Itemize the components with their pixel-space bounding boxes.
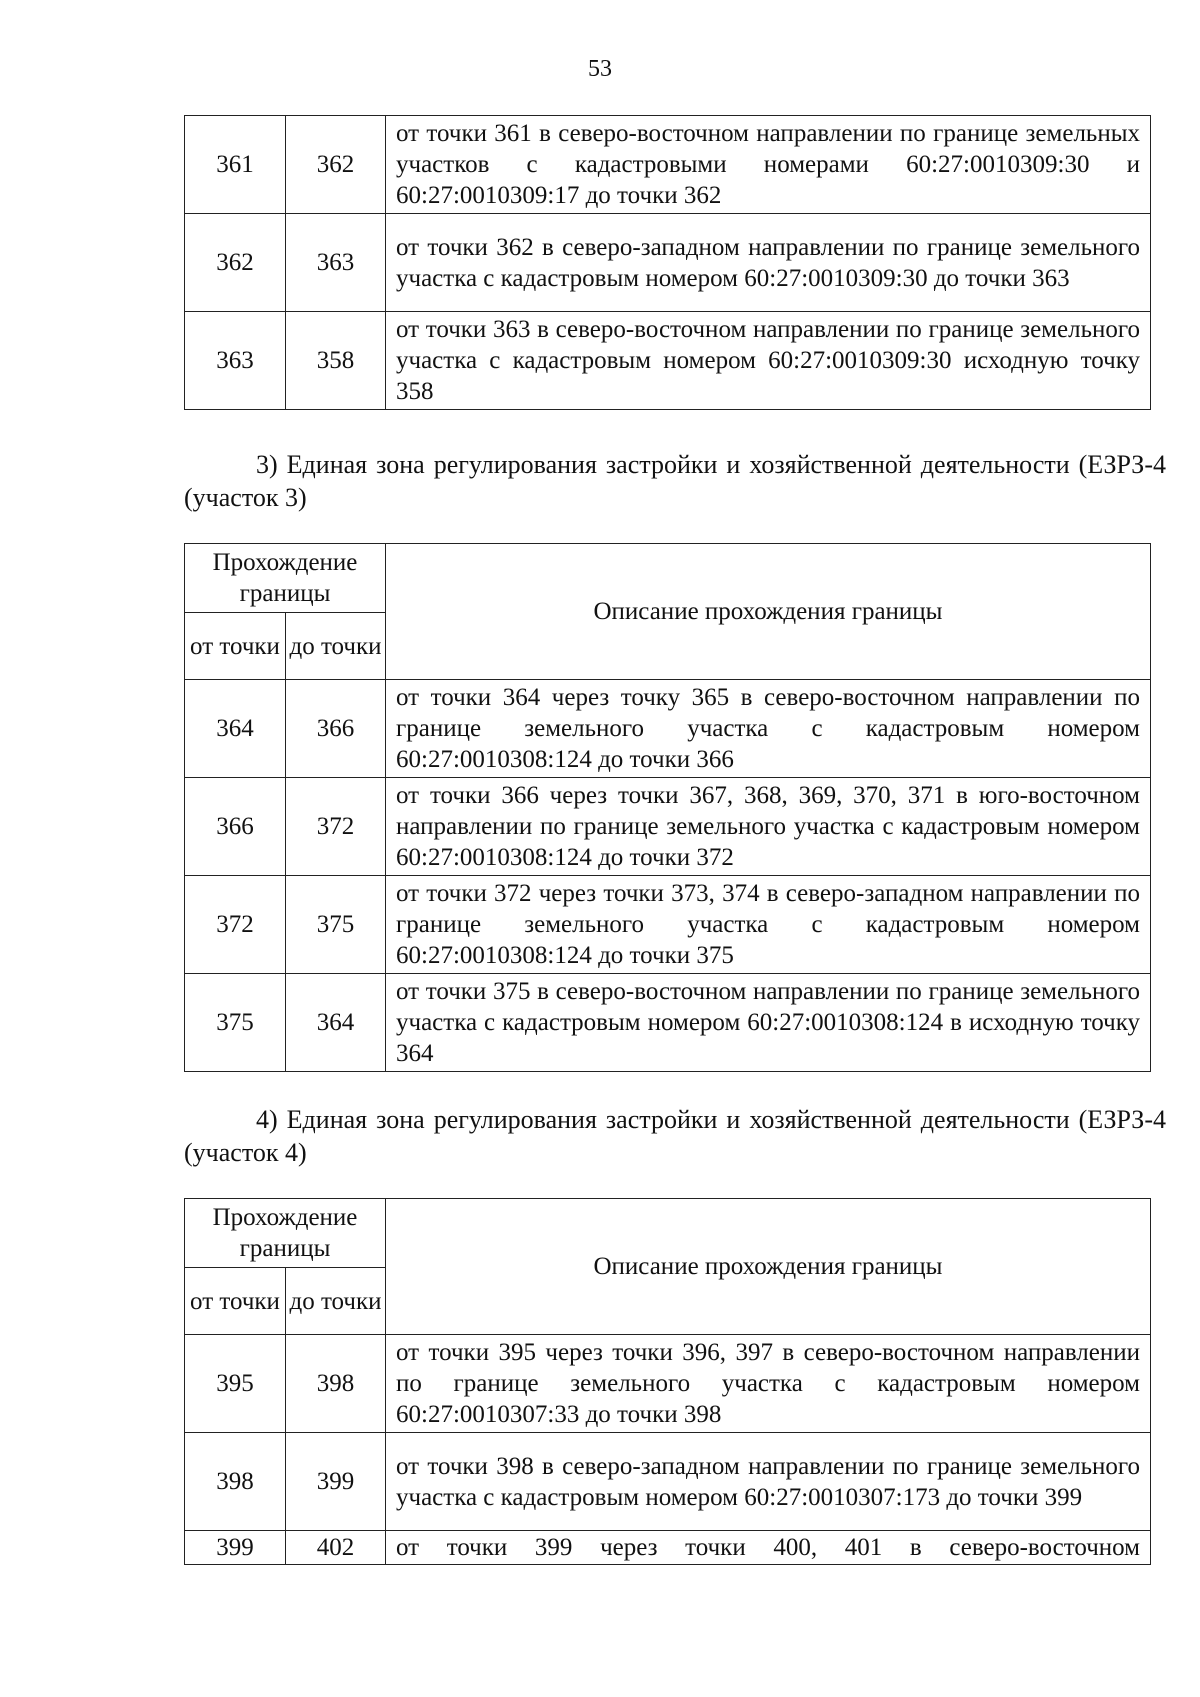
header-passage: Прохождение границы [185, 544, 386, 613]
table-row [185, 974, 1151, 1072]
table-row [185, 778, 1151, 876]
page-number: 53 [588, 56, 612, 82]
table-header-row [185, 544, 1151, 613]
table-row [185, 876, 1151, 974]
table-row [185, 116, 1151, 214]
from-point: 366 [185, 778, 286, 876]
from-point: 372 [185, 876, 286, 974]
boundary-description: от точки 363 в северо-восточном направлении по границе земельного участка с кадастровым номером 60:27:0010309:30 исходную точку 358 [386, 312, 1151, 410]
table-row [185, 214, 1151, 312]
table-row [185, 1531, 1151, 1565]
boundary-description: от точки 395 через точки 396, 397 в северо-восточном направлении по границе земельного участка с кадастровым номером 60:27:0010307:33 до точки 398 [386, 1335, 1151, 1433]
section-3-heading-text: 3) Единая зона регулирования застройки и хозяйственной деятельности (ЕЗРЗ-4 (участок 3) [184, 450, 1166, 512]
from-point: 364 [185, 680, 286, 778]
from-point: 398 [185, 1433, 286, 1531]
from-point: 363 [185, 312, 286, 410]
from-point: 361 [185, 116, 286, 214]
to-point: 398 [286, 1335, 386, 1433]
to-point: 402 [286, 1531, 386, 1565]
header-from: от точки [185, 613, 286, 680]
to-point: 375 [286, 876, 386, 974]
boundary-description: от точки 366 через точки 367, 368, 369, 370, 371 в юго-восточном направлении по границе земельного участка с кадастровым номером 60:27:0010308:124 до точки 372 [386, 778, 1151, 876]
boundary-table-section-4 [184, 1198, 1151, 1565]
boundary-description: от точки 361 в северо-восточном направлении по границе земельных участков с кадастровыми номерами 60:27:0010309:30 и 60:27:0010309:17 до точки 362 [386, 116, 1151, 214]
from-point: 375 [185, 974, 286, 1072]
to-point: 362 [286, 116, 386, 214]
header-description: Описание прохождения границы [386, 544, 1151, 680]
boundary-description: от точки 375 в северо-восточном направлении по границе земельного участка с кадастровым номером 60:27:0010308:124 в исходную точку 364 [386, 974, 1151, 1072]
table-header-row [185, 1199, 1151, 1268]
table-row [185, 1433, 1151, 1531]
to-point: 366 [286, 680, 386, 778]
table-row [185, 680, 1151, 778]
to-point: 358 [286, 312, 386, 410]
header-to: до точки [286, 613, 386, 680]
from-point: 395 [185, 1335, 286, 1433]
boundary-description: от точки 372 через точки 373, 374 в северо-западном направлении по границе земельного участка с кадастровым номером 60:27:0010308:124 до точки 375 [386, 876, 1151, 974]
table-row [185, 312, 1151, 410]
to-point: 372 [286, 778, 386, 876]
to-point: 399 [286, 1433, 386, 1531]
section-4-heading-text: 4) Единая зона регулирования застройки и хозяйственной деятельности (ЕЗРЗ-4 (участок 4) [184, 1105, 1166, 1167]
section-4-heading [184, 1103, 1166, 1169]
from-point: 362 [185, 214, 286, 312]
boundary-description: от точки 399 через точки 400, 401 в северо-восточном [386, 1531, 1151, 1565]
from-point: 399 [185, 1531, 286, 1565]
to-point: 364 [286, 974, 386, 1072]
to-point: 363 [286, 214, 386, 312]
section-3-heading [184, 448, 1166, 514]
header-to: до точки [286, 1268, 386, 1335]
boundary-table-section-3 [184, 543, 1151, 1072]
header-description: Описание прохождения границы [386, 1199, 1151, 1335]
table-row [185, 1335, 1151, 1433]
header-from: от точки [185, 1268, 286, 1335]
boundary-description: от точки 398 в северо-западном направлении по границе земельного участка с кадастровым номером 60:27:0010307:173 до точки 399 [386, 1433, 1151, 1531]
boundary-table-continued [184, 115, 1151, 410]
header-passage: Прохождение границы [185, 1199, 386, 1268]
boundary-description: от точки 362 в северо-западном направлении по границе земельного участка с кадастровым номером 60:27:0010309:30 до точки 363 [386, 214, 1151, 312]
boundary-description: от точки 364 через точку 365 в северо-восточном направлении по границе земельного участка с кадастровым номером 60:27:0010308:124 до точки 366 [386, 680, 1151, 778]
